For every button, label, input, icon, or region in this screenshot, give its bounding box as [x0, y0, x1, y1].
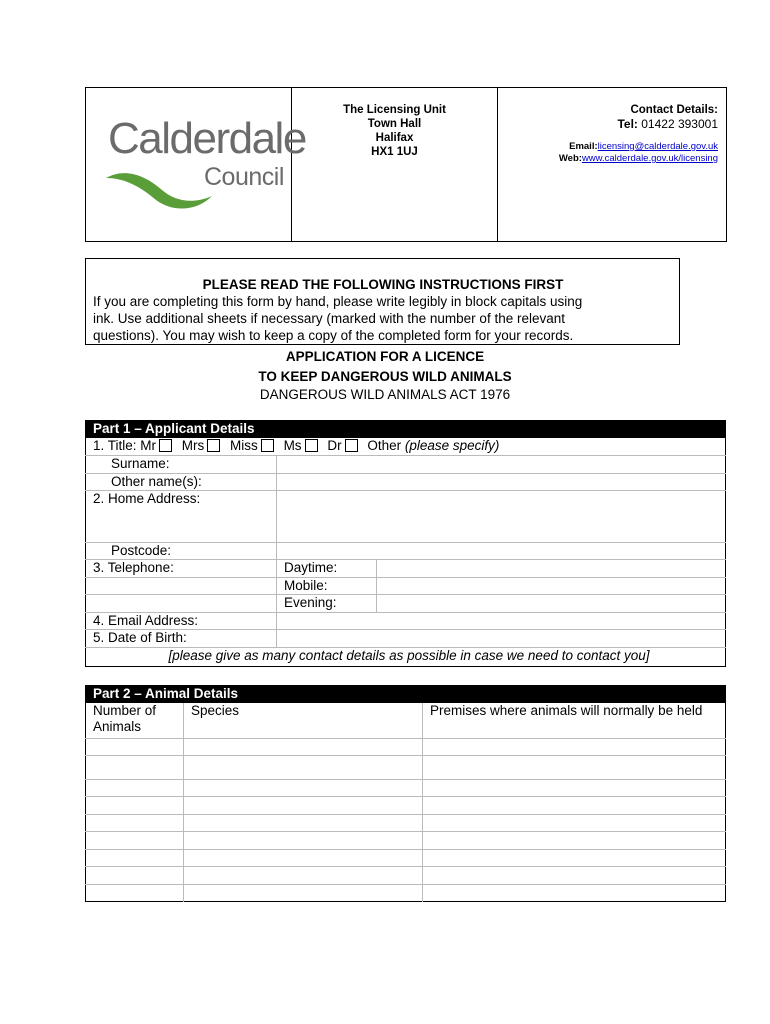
mobile-label: Mobile: — [277, 578, 377, 595]
table-cell[interactable] — [184, 832, 423, 850]
other-names-label: Other name(s): — [86, 474, 277, 491]
telephone-label: 3. Telephone: — [86, 560, 277, 578]
contact-email: Email:licensing@calderdale.gov.uk — [569, 141, 718, 152]
table-cell[interactable] — [423, 815, 726, 832]
email-link[interactable]: licensing@calderdale.gov.uk — [597, 141, 718, 152]
col-premises-header: Premises where animals will normally be held — [423, 703, 726, 739]
contact-note: [please give as many contact details as possible in case we need to contact you] — [168, 648, 650, 663]
postcode-field[interactable] — [277, 543, 726, 560]
address-line: Town Hall — [367, 118, 422, 130]
table-cell[interactable] — [184, 867, 423, 885]
surname-label: Surname: — [86, 456, 277, 474]
contact-web: Web:www.calderdale.gov.uk/licensing — [558, 153, 718, 164]
table-cell[interactable] — [86, 815, 184, 832]
home-address-field[interactable] — [277, 491, 726, 543]
header-box — [85, 87, 727, 242]
email-field[interactable] — [277, 613, 726, 630]
part1-heading: Part 1 – Applicant Details — [86, 421, 726, 438]
table-cell[interactable] — [423, 797, 726, 815]
part2-table — [85, 685, 726, 902]
table-cell[interactable] — [86, 850, 184, 867]
instructions-line: questions). You may wish to keep a copy of the completed form for your records. — [93, 328, 574, 343]
title-row: 1. Title: Mr Mrs Miss Ms Dr Other (please specify) — [86, 438, 726, 456]
part2-heading: Part 2 – Animal Details — [86, 686, 726, 703]
form-title-act: DANGEROUS WILD ANIMALS ACT 1976 — [259, 387, 511, 402]
other-names-field[interactable] — [277, 474, 726, 491]
dob-field[interactable] — [277, 630, 726, 648]
contact-title: Contact Details: — [630, 104, 718, 116]
address-line: HX1 1UJ — [371, 146, 418, 158]
address-block — [292, 88, 498, 241]
home-address-label: 2. Home Address: — [86, 491, 277, 543]
table-cell[interactable] — [86, 797, 184, 815]
title-mr-checkbox[interactable] — [159, 439, 172, 452]
table-cell[interactable] — [423, 832, 726, 850]
contact-block — [498, 88, 726, 241]
col-species-header: Species — [184, 703, 423, 739]
form-title-line2: TO KEEP DANGEROUS WILD ANIMALS — [258, 369, 512, 384]
table-cell[interactable] — [86, 867, 184, 885]
contact-tel: Tel: 01422 393001 — [617, 117, 718, 131]
table-cell[interactable] — [423, 739, 726, 756]
title-dr-checkbox[interactable] — [345, 439, 358, 452]
instructions-box — [85, 258, 680, 345]
postcode-label: Postcode: — [86, 543, 277, 560]
logo-subtext: Council — [204, 163, 284, 191]
table-cell[interactable] — [86, 780, 184, 797]
dob-label: 5. Date of Birth: — [86, 630, 277, 648]
email-label: 4. Email Address: — [86, 613, 277, 630]
instructions-title: PLEASE READ THE FOLLOWING INSTRUCTIONS FIRST — [202, 277, 564, 292]
part1-table — [85, 420, 726, 667]
title-ms-checkbox[interactable] — [305, 439, 318, 452]
table-cell[interactable] — [86, 756, 184, 780]
table-cell[interactable] — [423, 850, 726, 867]
address-line: The Licensing Unit — [343, 104, 446, 116]
table-cell[interactable] — [423, 867, 726, 885]
table-cell[interactable] — [184, 780, 423, 797]
table-cell[interactable] — [184, 797, 423, 815]
web-link[interactable]: www.calderdale.gov.uk/licensing — [581, 153, 718, 164]
council-logo — [86, 88, 306, 241]
title-miss-checkbox[interactable] — [261, 439, 274, 452]
table-cell[interactable] — [86, 885, 184, 902]
mobile-field[interactable] — [377, 578, 726, 595]
instructions-line: ink. Use additional sheets if necessary (marked with the number of the relevant — [93, 311, 565, 326]
daytime-field[interactable] — [377, 560, 726, 578]
table-cell[interactable] — [184, 739, 423, 756]
evening-field[interactable] — [377, 595, 726, 613]
daytime-label: Daytime: — [277, 560, 377, 578]
table-cell[interactable] — [184, 815, 423, 832]
surname-field[interactable] — [277, 456, 726, 474]
table-cell[interactable] — [423, 756, 726, 780]
form-title-line1: APPLICATION FOR A LICENCE — [285, 349, 485, 364]
table-cell[interactable] — [184, 850, 423, 867]
table-cell[interactable] — [423, 885, 726, 902]
table-cell[interactable] — [184, 756, 423, 780]
table-cell[interactable] — [86, 832, 184, 850]
logo-swoosh-icon — [104, 166, 214, 214]
table-cell[interactable] — [184, 885, 423, 902]
logo-text: Calderdale — [108, 114, 306, 163]
col-number-header: Number of Animals — [86, 703, 184, 739]
evening-label: Evening: — [277, 595, 377, 613]
instructions-line: If you are completing this form by hand, please write legibly in block capitals using — [93, 294, 583, 309]
table-cell[interactable] — [86, 739, 184, 756]
table-cell[interactable] — [423, 780, 726, 797]
address-line: Halifax — [375, 132, 414, 144]
title-mrs-checkbox[interactable] — [207, 439, 220, 452]
